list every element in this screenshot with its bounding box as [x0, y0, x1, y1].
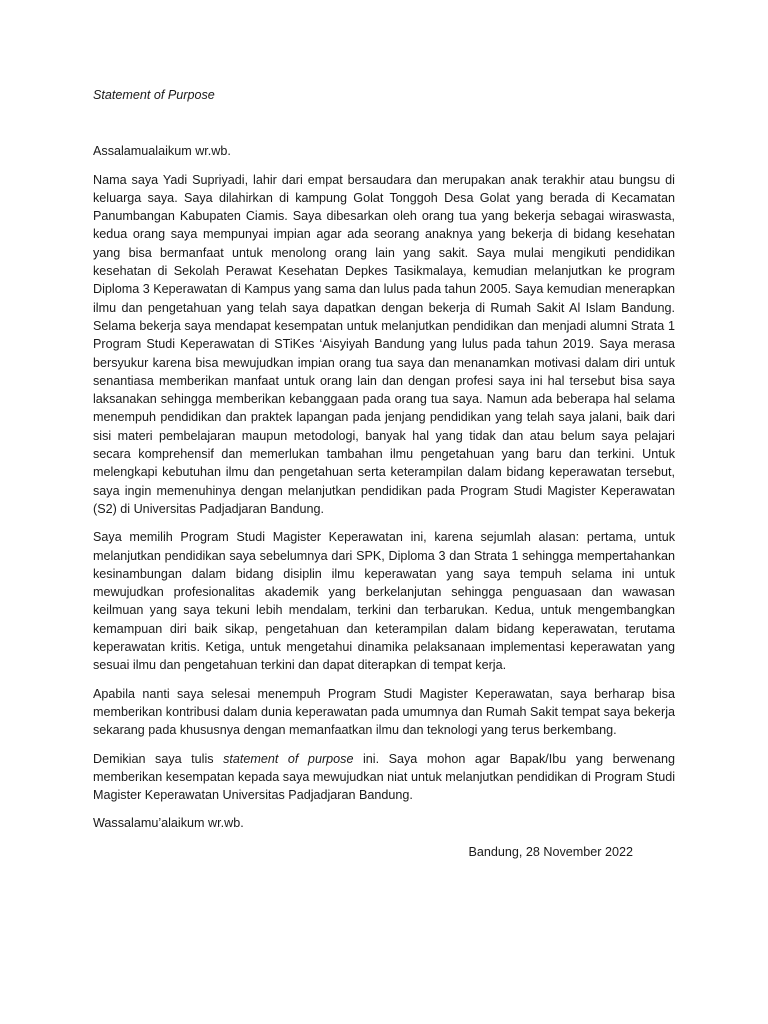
paragraph-expectations: Apabila nanti saya selesai menempuh Program Studi Magister Keperawatan, saya berharap bisa memberikan kontribusi dalam dunia keperawatan pada umumnya dan Rumah Sakit tempat saya bekerja sekarang pada khususnya dengan memanfaatkan ilmu dan teknologi yang terus berkembang. [93, 686, 675, 738]
document-title: Statement of Purpose [93, 88, 215, 102]
paragraph-introduction: Nama saya Yadi Supriyadi, lahir dari empat bersaudara dan merupakan anak terakhir atau bungsu di keluarga saya. Saya dilahirkan di kampung Golat Tonggoh Desa Golat yang berada di Kecamatan Panumbangan Kabupaten Ciamis. Saya dibesarkan oleh orang tua yang bekerja sebagai wiraswasta, kedua orang saya mempunyai impian agar ada seorang anaknya yang bekerja di bidang kesehatan yang bisa bermanfaat untuk menolong orang lain yang sakit. Saya mulai mengikuti pendidikan kesehatan di Sekolah Perawat Kesehatan Depkes Tasikmalaya, kemudian melanjutkan ke program Diploma 3 Keperawatan di Kampus yang sama dan lulus pada tahun 2005. Saya kemudian menerapkan ilmu dan pengetahuan yang telah saya dapatkan dengan bekerja di Rumah Sakit Al Islam Bandung. Selama bekerja saya mendapat kesempatan untuk melanjutkan pendidikan dan menjadi alumni Strata 1 Program Studi Keperawatan di STiKes ‘Aisyiyah Bandung yang lulus pada tahun 2019. Saya merasa bersyukur karena bisa mewujudkan impian orang tua saya dan menanamkan motivasi dalam diri untuk senantiasa memberikan manfaat untuk orang lain dan dengan profesi saya ini hal tersebut bisa saya laksanakan sehingga memberikan kebanggaan pada orang tua saya. Namun ada beberapa hal selama menempuh pendidikan dan praktek lapangan pada jenjang pendidikan yang telah saya jalani, baik dari sisi materi pembelajaran maupun metodologi, banyak hal yang tidak dan atau belum saya pelajari secara komprehensif dan memerlukan tambahan ilmu pengetahuan yang baru dan terkini. Untuk melengkapi kebutuhan ilmu dan pengetahuan serta keterampilan dalam bidang keperawatan tersebut, saya ingin memenuhinya dengan melanjutkan pendidikan pada Program Studi Magister Keperawatan (S2) di Universitas Padjadjaran Bandung. [93, 172, 675, 516]
place-and-date: Bandung, 28 November 2022 [468, 844, 633, 859]
paragraph-closing-request [93, 750, 675, 805]
letter-body [93, 86, 675, 861]
paragraph-closing-text-start: Demikian saya tulis [93, 751, 224, 766]
paragraph-closing-text-end: ini. Saya mohon agar Bapak/Ibu yang berwenang memberikan kesempatan kepada saya mewujudkan niat untuk melanjutkan pendidikan di Program Studi Magister Keperawatan Universitas Padjadjaran Bandung. [93, 751, 675, 803]
paragraph-closing-emphasis: statement of purpose [223, 751, 354, 766]
paragraph-reasons: Saya memilih Program Studi Magister Keperawatan ini, karena sejumlah alasan: pertama, untuk melanjutkan pendidikan saya sebelumnya dari SPK, Diploma 3 dan Strata 1 sehingga mempertahankan kesinambungan dalam bidang disiplin ilmu keperawatan yang saya tempuh selama ini untuk mewujudkan profesionalitas akademik yang berkelanjutan sehingga penguasaan dan wawasan keilmuan yang saya tekuni lebih mendalam, terkini dan terbarukan. Kedua, untuk mengembangkan kemampuan diri baik sikap, pengetahuan dan keterampilan dalam bidang keperawatan, terutama keperawatan kritis. Ketiga, untuk mengetahui dinamika pelaksanaan implementasi keperawatan yang sesuai ilmu dan pengetahuan terkini dan dapat diterapkan di tempat kerja. [93, 530, 675, 673]
greeting: Assalamualaikum wr.wb. [93, 144, 231, 159]
closing-salutation: Wassalamu’alaikum wr.wb. [93, 816, 244, 831]
